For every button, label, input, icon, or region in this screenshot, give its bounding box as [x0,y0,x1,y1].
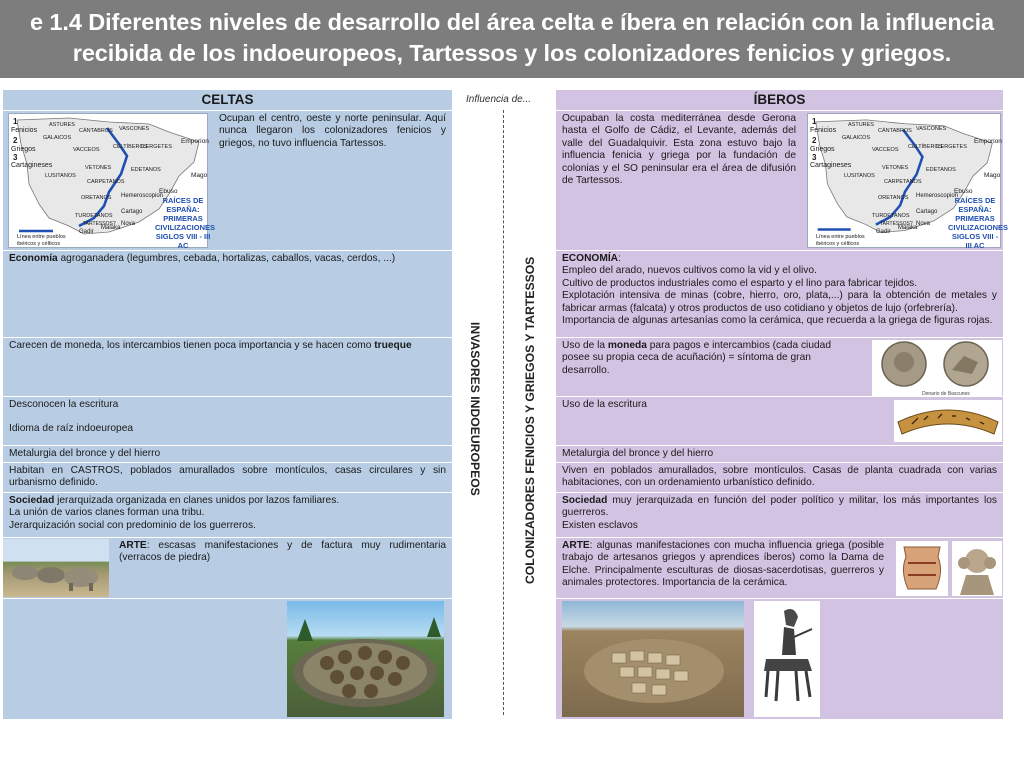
map-people-label: VASCONES [119,126,150,132]
celtas-art-text: ARTE: escasas manifestaciones y de factura muy rudimentaria (verracos de piedra) [119,540,446,564]
celtas-art-row [3,538,452,598]
map-people-label: GALAICOS [842,135,871,141]
iberos-writing: Uso de la escritura [562,399,647,410]
map-city-label: Mago [984,172,1001,179]
iberos-economy-4: Importancia de algunas artesanías como la cerámica, que recuerda a la griega de figuras rojas. [562,315,993,327]
map-city-label: TARTESSOS? [83,221,116,227]
celtas-metal: Metalurgia del bronce y del hierro [3,446,452,462]
page-title [0,0,1024,78]
map-people-label: LUSITANOS [45,173,76,179]
iberos-column [556,90,1009,719]
map-people-label: TURDETANOS [872,213,910,219]
map-people-label: ILERGETES [141,144,172,150]
map-city-label: Hemeroscopion [121,193,164,199]
celtas-economy-text: agroganadera (legumbres, cebada, hortalizas, caballos, vacas, cerdos, ...) [57,253,396,264]
iberian-inscription-photo [894,400,1002,442]
map-people-label: ILERGETES [936,144,967,150]
iberos-writing-row [556,397,1003,445]
map-people-label: CÁNTABROS [79,128,113,134]
map-num-2: 2 [812,136,817,145]
map-city-label: Ebuso [159,188,178,195]
celtas-money-text: Carecen de moneda, los intercambios tienen poca importancia y se hacen como [9,340,375,351]
celtas-column [3,90,452,719]
map-city-label: Cartago Nova [916,209,938,228]
celtas-money [3,338,452,396]
iberos-economy-3: Explotación intensiva de minas (cobre, hierro, oro, plata,...) para la obtención de metales y fabricar armas (falcata) y otros productos de uso cotidiano y objetos de lujo (orfebrería). [562,290,997,314]
dama-de-elche-photo [952,541,1002,596]
map-title: RAÍCES DE ESPAÑA: PRIMERAS CIVILIZACIONES SIGLOS VIII - III AC [948,196,1009,250]
iberos-economy-1: Empleo del arado, nuevos cultivos como la vid y el olivo. [562,265,817,277]
map-cartagineses-label: Cartagineses [11,162,53,169]
celtas-writing [3,397,452,445]
invasores-vertical-label: INVASORES INDOEUROPEOS [468,322,482,496]
map-city-label: Mago [191,172,208,179]
iberos-settlement: Viven en poblados amurallados, sobre montículos. Casas de planta cuadrada con varias habitaciones, con un ordenamiento urbanístico definido. [556,463,1003,492]
map-city-label: TARTESSOS? [880,221,913,227]
iberos-art-text: ARTE: algunas manifestaciones con mucha influencia griega (posible trabajo de artesanos griegos y aprendices íberos) como la Dama de Elche. Principalmente esculturas de diosas-sacerdotisas, guerreros y animales protectores. Importancia de la cerámica. [562,540,884,589]
map-cartagineses-label: Cartagineses [810,162,852,169]
celtas-society [3,493,452,537]
map-num-1: 1 [13,117,18,126]
iberos-money-text: Uso de la moneda para pagos e intercambios (cada ciudad posee su propia ceca de acuñación) = síntoma de gran desarrollo. [562,340,831,376]
map-people-label: CELTÍBEROS [908,144,943,150]
map-city-label: Cartago Nova [121,209,143,228]
iberos-map [807,113,1009,250]
map-people-label: VETONES [882,165,909,171]
map-city-label: Malaka [898,225,918,231]
map-people-label: CARPETANOS [87,179,125,185]
iberian-warrior-statue-photo [754,601,820,717]
iberos-art-label: ARTE [562,540,590,551]
map-people-label: VACCEOS [872,147,899,153]
map-legend: Línea entre pueblos ibéricos y célticos [17,234,66,247]
map-people-label: TURDETANOS [75,213,113,219]
colonizadores-vertical-label: COLONIZADORES FENICIOS Y GRIEGOS Y TARTESSOS [523,256,537,584]
map-people-label: CÁNTABROS [878,128,912,134]
iberian-coins-photo [872,340,1002,396]
map-num-3: 3 [13,153,18,162]
celtas-economy-label: Economía [9,253,58,264]
iberos-economy: ECONOMÍA: Empleo del arado, nuevos cultivos como la vid y el olivo. Cultivo de productos industriales como el esparto y el lino para fabricar tejidos. Explotación intensiva de minas (cobre, hierro, oro, plata,...) para la obtención de metales y fabricar armas (falcata) y otros productos de uso cotidiano y objetos de lujo (orfebrería). Importancia de algunas artesanías como la cerámica, que recuerda a la griega de figuras rojas. [556,251,1003,337]
iberos-society-2: Existen esclavos [562,519,638,531]
iberian-ceramic-photo [896,541,948,596]
iberos-art-row [556,538,1003,598]
map-people-label: GALAICOS [43,135,72,141]
celtas-settlement: Habitan en CASTROS, poblados amurallados sobre montículos, casas circulares y sin urbanismo definido. [3,463,452,492]
title-line-1: e 1.4 Diferentes niveles de desarrollo del área celta e íbera en relación con la influencia [30,9,994,35]
map-people-label: EDETANOS [926,167,956,173]
celtas-map [8,113,216,250]
celtas-society-label: Sociedad [9,495,55,506]
map-city-label: Emporion [181,138,209,145]
celtas-territory-text: Ocupan el centro, oeste y norte peninsular. Aquí nunca llegaron los colonizadores fenicios y griegos, no tuvo influencia Tartessos. [219,113,446,149]
celtas-header: CELTAS [3,90,452,110]
iberos-economy-label: ECONOMÍA [562,253,619,264]
iberos-society-label: Sociedad [562,495,608,506]
celtas-society-1: jerarquizada organizada en clanes unidos por lazos familiares. [54,495,340,506]
celtas-writing-2: Idioma de raíz indoeuropea [9,423,134,435]
map-people-label: ASTURES [848,122,874,128]
map-num-3: 3 [812,153,817,162]
celtas-economy [3,251,452,337]
map-people-label: LUSITANOS [844,173,875,179]
influence-label: Influencia de... [466,94,532,105]
map-people-label: VACCEOS [73,147,100,153]
celtas-society-3: Jerarquización social con predominio de los guerreros. [9,519,256,531]
map-griegos-label: Griegos [810,146,835,153]
celtas-money-bold: trueque [374,340,412,351]
iberos-header: ÍBEROS [556,90,1003,110]
iberos-metal: Metalurgia del bronce y del hierro [556,446,1003,462]
iberos-territory-text: Ocupaban la costa mediterránea desde Gerona hasta el Golfo de Cádiz, el Levante, además del valle del Guadalquivir. Esta zona estuvo bajo la influencia fenicia y griega por la fundación de colonias y el SO peninsular era el área de difusión de Tartessos. [562,113,796,187]
map-people-label: VASCONES [916,126,947,132]
map-people-label: VETONES [85,165,112,171]
map-people-label: EDETANOS [131,167,161,173]
map-people-label: CELTÍBEROS [113,144,148,150]
map-people-label: CARPETANOS [884,179,922,185]
map-city-label: Hemeroscopion [916,193,959,199]
map-fenicios-label: Fenicios [810,127,837,134]
celtas-art-label: ARTE [119,540,147,551]
iberos-settlement-photos-row [556,599,1003,719]
map-city-label: Ebuso [954,188,973,195]
map-title: RAÍCES DE ESPAÑA: PRIMERAS CIVILIZACIONES SIGLOS VIII - III AC [155,196,216,250]
map-people-label: ORETANOS [81,195,112,201]
map-fenicios-label: Fenicios [11,127,38,134]
map-griegos-label: Griegos [11,146,36,153]
iberos-economy-2: Cultivo de productos industriales como el esparto y el lino para fabricar tejidos. [562,277,918,289]
middle-divider [503,110,504,715]
coin-caption: Denario de Bascunes [922,391,970,397]
map-city-label: Gadir [876,229,891,235]
map-people-label: ORETANOS [878,195,909,201]
iberian-settlement-aerial-photo [562,601,744,717]
map-city-label: Emporion [974,138,1002,145]
map-city-label: Gadir [79,229,94,235]
title-line-2: recibida de los indoeuropeos, Tartessos y los colonizadores fenicios y griegos. [72,40,952,66]
map-people-label: ASTURES [49,122,75,128]
celtas-society-2: La unión de varios clanes forman una tribu. [9,507,205,519]
celtas-castro-row [3,599,452,719]
celtas-territory-row [3,111,452,250]
iberos-territory-row [556,111,1009,250]
iberos-society: Sociedad muy jerarquizada en función del poder político y militar, los más importantes los guerreros. Existen esclavos [556,493,1003,537]
castro-photo [287,601,444,717]
iberos-money-row [556,338,1003,396]
map-legend: Línea entre pueblos ibéricos y célticos [816,234,865,247]
verracos-photo [3,539,109,597]
map-city-label: Malaka [101,225,121,231]
celtas-writing-1: Desconocen la escritura [9,399,119,410]
map-num-2: 2 [13,136,18,145]
map-num-1: 1 [812,117,817,126]
